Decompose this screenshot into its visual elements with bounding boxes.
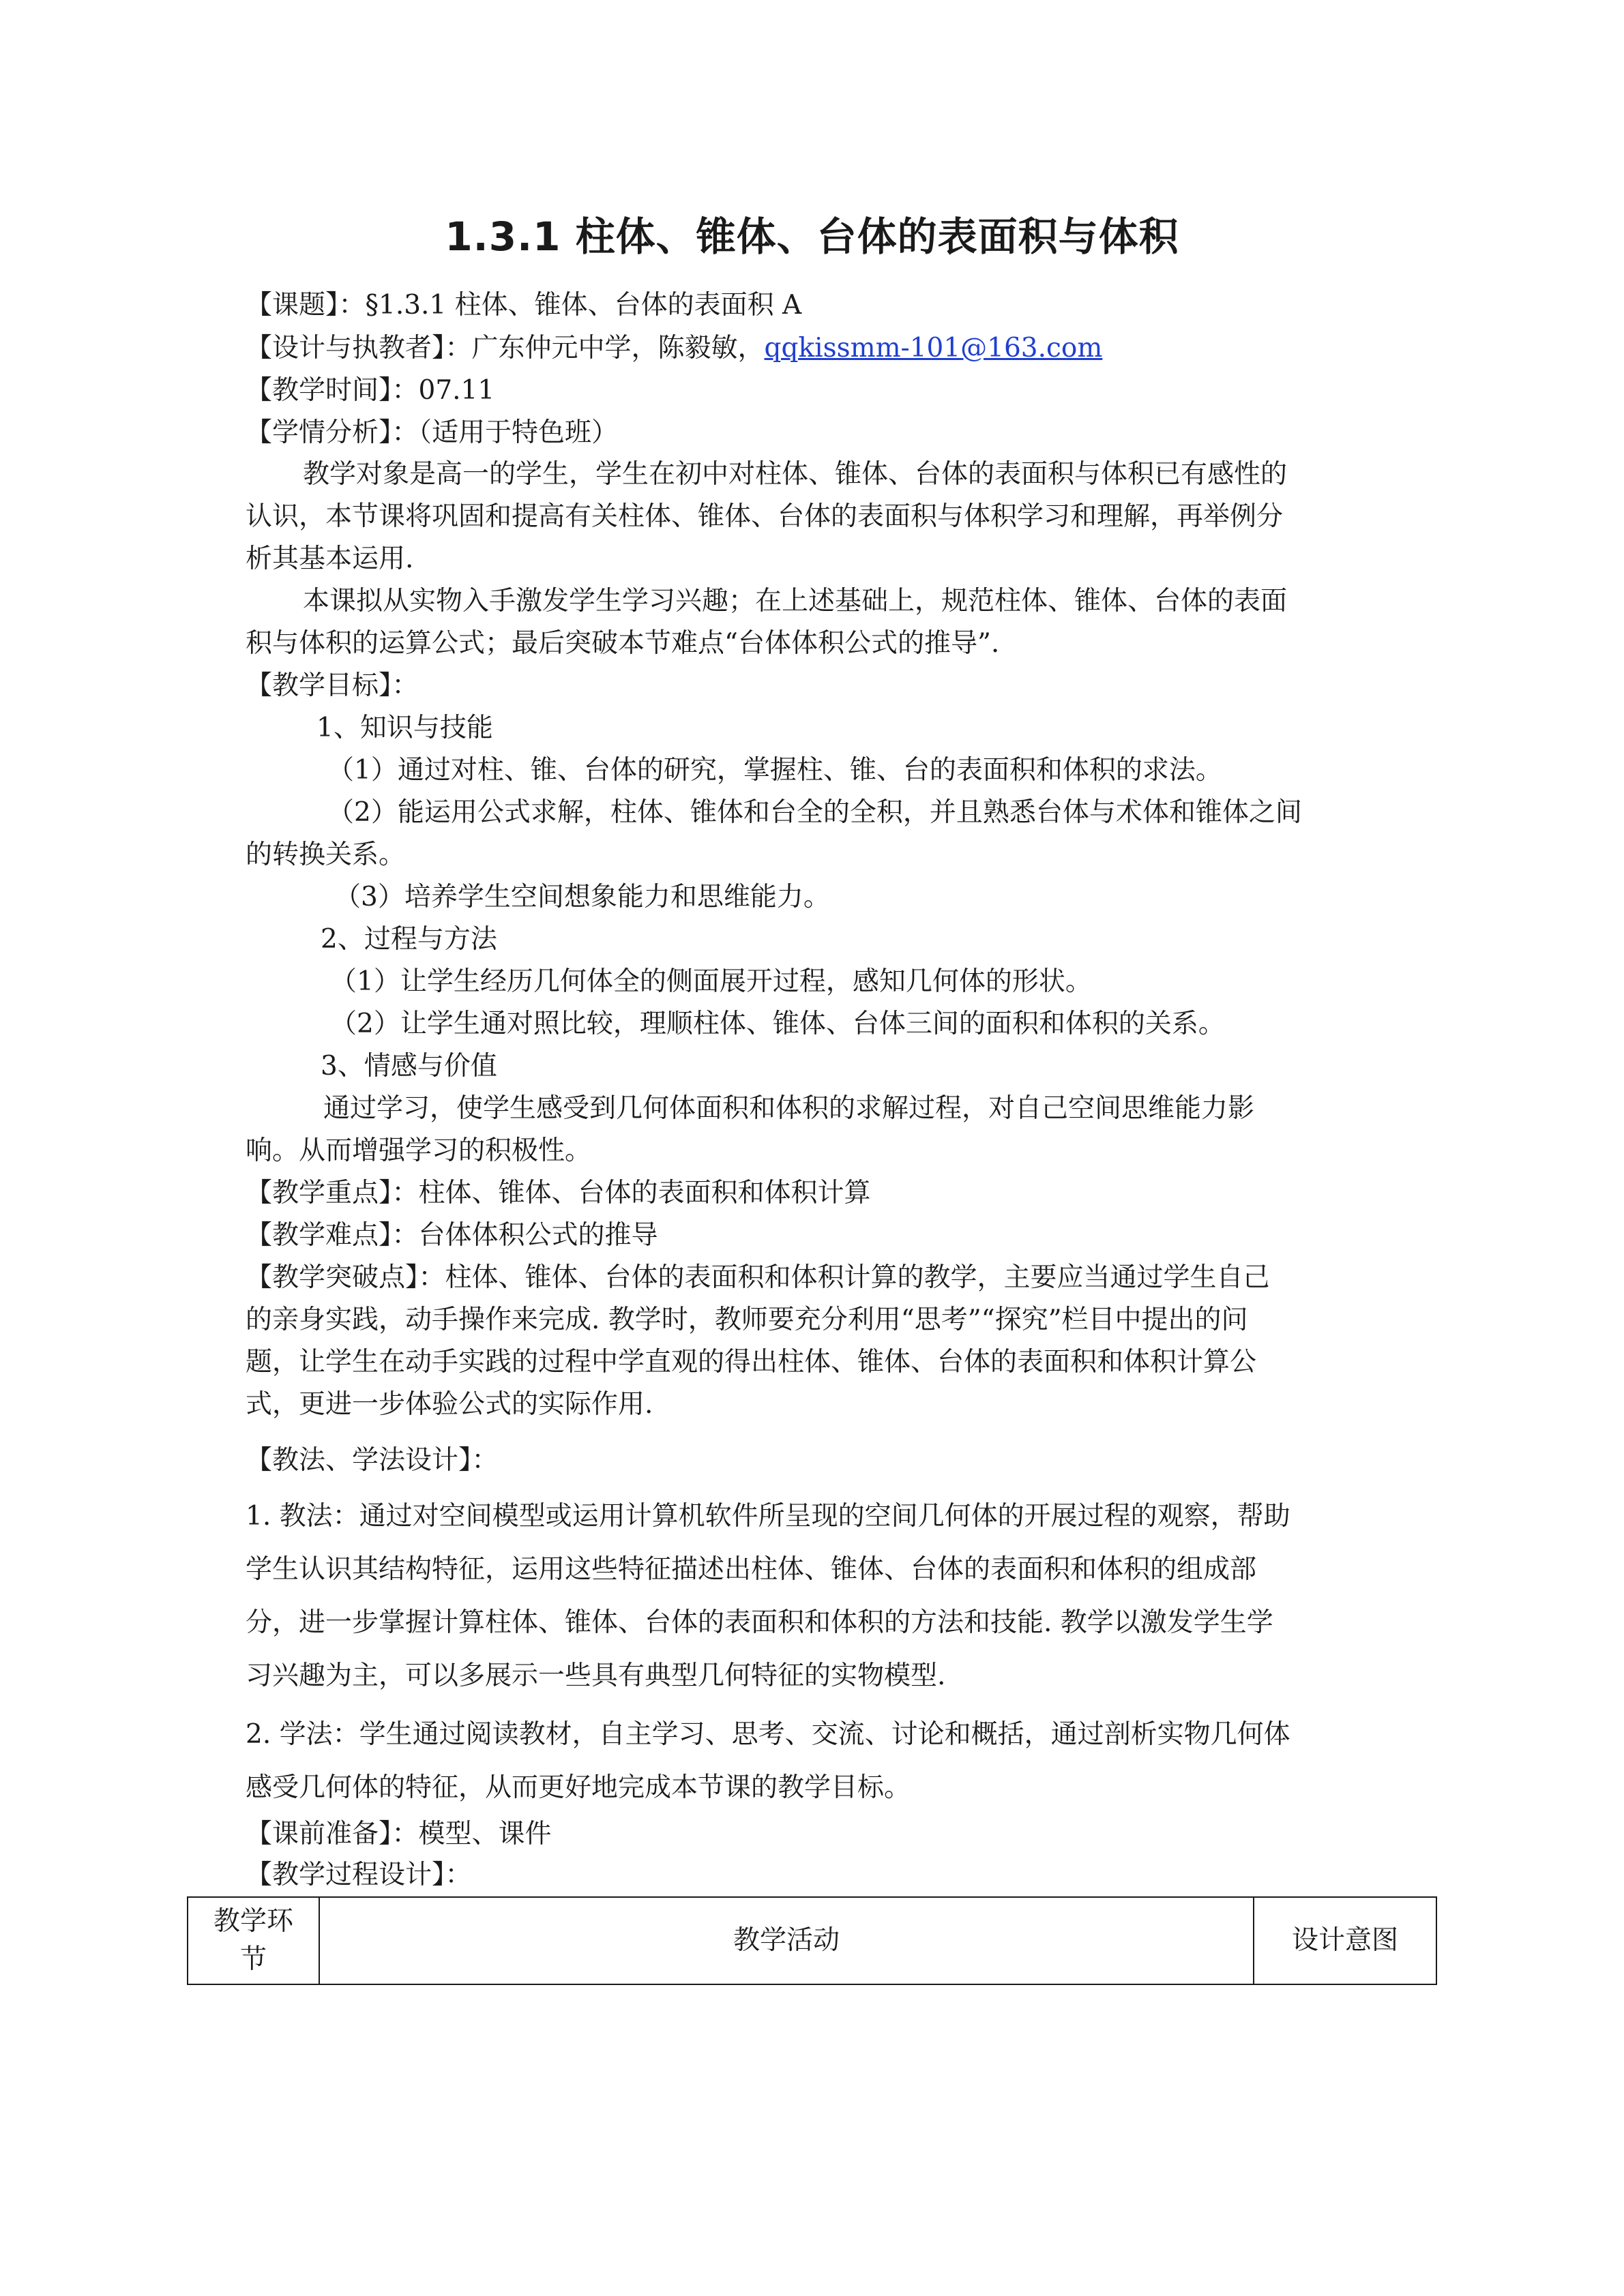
difficulty-line [246,1219,658,1252]
topic-line [246,289,801,322]
method-line: 习兴趣为主，可以多展示一些具有典型几何特征的实物模型. [246,1660,946,1691]
designer-value: 广东仲元中学，陈毅敏， [471,333,765,363]
analysis-paragraph-line: 析其基本运用. [246,543,414,574]
goal-line: （2）能运用公式求解，柱体、锥体和台全的全积，并且熟悉台体与术体和锥体之间 [327,797,1302,828]
breakthrough-line: 式，更进一步体验公式的实际作用. [246,1389,653,1420]
header-cell-stage: 教学环节 [188,1897,319,1984]
difficulty-label: 【教学难点】： [246,1220,419,1251]
breakthrough-text: 柱体、锥体、台体的表面积和体积计算的教学，主要应当通过学生自己 [445,1262,1270,1293]
breakthrough-label: 【教学突破点】： [246,1262,445,1293]
method-line: 分，进一步掌握计算柱体、锥体、台体的表面积和体积的方法和技能. 教学以激发学生学 [246,1607,1273,1638]
analysis-paragraph-line: 积与体积的运算公式；最后突破本节难点“台体体积公式的推导”. [246,628,1000,659]
header-cell-activity: 教学活动 [319,1897,1254,1984]
goal-line: 响。从而增强学习的积极性。 [246,1135,592,1166]
process-heading: 【教学过程设计】： [246,1860,472,1890]
method-line: 学生认识其结构特征，运用这些特征描述出柱体、锥体、台体的表面积和体积的组成部 [246,1554,1257,1585]
time-label: 【教学时间】： [246,375,419,406]
prep-label: 【课前准备】： [246,1819,419,1849]
method-line: 2. 学法：学生通过阅读教材，自主学习、思考、交流、讨论和概括，通过剖析实物几何体 [246,1719,1290,1750]
topic-value: §1.3.1 柱体、锥体、台体的表面积 A [365,290,802,320]
goal-line: 3、情感与价值 [321,1051,497,1082]
designer-email-link[interactable]: qqkissmm-101@163.com [764,333,1103,363]
focus-line [246,1177,871,1210]
table-header-row [188,1897,1436,1984]
analysis-line [246,417,618,449]
time-line [246,374,494,407]
goal-line: 的转换关系。 [246,839,406,870]
methods-heading: 【教法、学法设计】： [246,1445,499,1476]
goal-line: 2、过程与方法 [321,924,497,955]
prep-value: 模型、课件 [418,1819,552,1849]
difficulty-value: 台体体积公式的推导 [418,1220,658,1251]
focus-value: 柱体、锥体、台体的表面积和体积计算 [418,1178,871,1208]
analysis-paragraph-line: 教学对象是高一的学生，学生在初中对柱体、锥体、台体的表面积与体积已有感性的 [303,459,1288,490]
goal-line: （2）让学生通对照比较，理顺柱体、锥体、台体三间的面积和体积的关系。 [330,1009,1225,1039]
breakthrough-line: 题，让学生在动手实践的过程中学直观的得出柱体、锥体、台体的表面积和体积计算公 [246,1347,1257,1377]
prep-line [246,1818,552,1851]
analysis-value: （适用于特色班） [418,417,619,448]
time-value: 07.11 [418,375,495,406]
analysis-paragraph-line: 本课拟从实物入手激发学生学习兴趣；在上述基础上，规范柱体、锥体、台体的表面 [303,586,1288,616]
analysis-label: 【学情分析】： [246,417,419,448]
topic-label: 【课题】： [246,290,366,320]
analysis-paragraph-line: 认识，本节课将巩固和提高有关柱体、锥体、台体的表面积与体积学习和理解，再举例分 [246,501,1284,532]
breakthrough-line: 的亲身实践，动手操作来完成. 教学时，教师要充分利用“思考”“探究”栏目中提出的问 [246,1304,1248,1335]
header-cell-intent: 设计意图 [1254,1897,1436,1984]
process-table [187,1896,1437,1985]
goal-line: 通过学习，使学生感受到几何体面积和体积的求解过程，对自己空间思维能力影 [323,1093,1255,1124]
designer-label: 【设计与执教者】： [246,333,472,363]
goal-line: 1、知识与技能 [316,713,493,743]
goal-line: （3）培养学生空间想象能力和思维能力。 [334,882,830,912]
method-line: 感受几何体的特征，从而更好地完成本节课的教学目标。 [246,1772,911,1803]
goals-heading: 【教学目标】： [246,670,419,701]
breakthrough-line [246,1262,1270,1294]
method-line: 1. 教法：通过对空间模型或运用计算机软件所呈现的空间几何体的开展过程的观察，帮助 [246,1501,1290,1532]
focus-label: 【教学重点】： [246,1178,419,1208]
page-title: 1.3.1 柱体、锥体、台体的表面积与体积 [445,213,1179,260]
goal-line: （1）通过对柱、锥、台体的研究，掌握柱、锥、台的表面积和体积的求法。 [327,755,1222,786]
designer-line [246,332,1102,365]
goal-line: （1）让学生经历几何体全的侧面展开过程，感知几何体的形状。 [330,966,1092,997]
